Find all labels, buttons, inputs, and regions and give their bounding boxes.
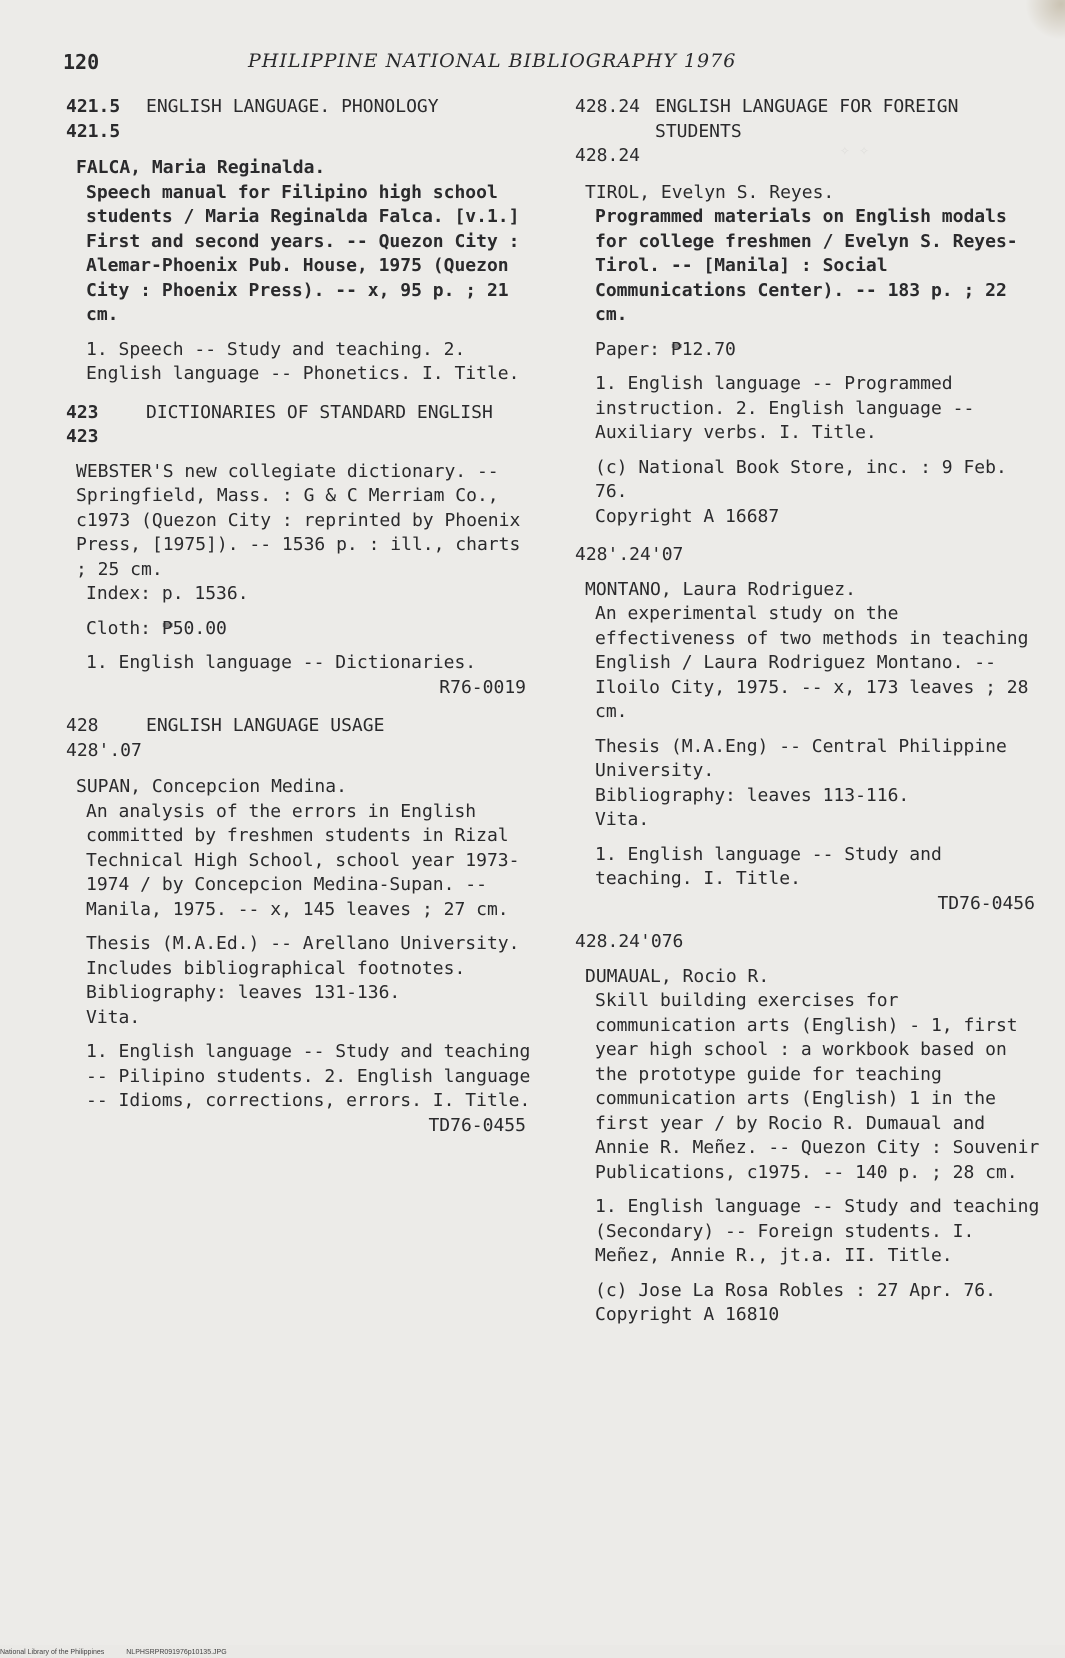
page-corner-stain [1025,0,1065,40]
entry-price: Paper: ₱12.70 [595,338,736,360]
entry-heading: SUPAN, Concepcion Medina. [76,776,347,797]
entry-bibliography: Bibliography: leaves 131-136. [86,982,401,1003]
class-number: 428.24'076 [575,931,684,952]
class-number: 428.24 [575,96,641,117]
bib-entry-dumaual [575,965,1045,1328]
control-number: R76-0019 [439,676,526,698]
entry-description: WEBSTER'S new collegiate dictionary. -- Springfield, Mass. : G & C Merriam Co., c1973 (Quezon City : reprinted by Phoenix Press, [1975]). -- 1536 p. : ill., charts ; 25 cm. [76,460,521,580]
entry-subjects: 1. English language -- Programmed instruction. 2. English language -- Auxiliary verbs. I. Title. [595,373,975,443]
entry-description: Skill building exercises for communication arts (English) - 1, first year high school : a workbook based on the prototype guide for teaching communication arts (English) 1 in the first year / by Rocio R. Dumaual and Annie R. Meñez. -- Quezon City : Souvenir Publications, c1975. -- 140 p. ; 28 cm. [595,990,1040,1183]
entry-copyright: Copyright A 16810 [595,1304,780,1325]
class-subnumber: 421.5 [66,120,121,142]
bib-entry-tirol [575,181,1045,530]
entry-copyright-holder: (c) Jose La Rosa Robles : 27 Apr. 76. [595,1279,996,1301]
entry-description: Speech manual for Filipino high school students / Maria Reginalda Falca. [v.1.] First and second years. -- Quezon City : Alemar-Phoenix Pub. House, 1975 (Quezon City : Phoenix Press). -- x, 95 p. ; 21 cm. [86,181,520,325]
class-subnumber: 423 [66,426,99,447]
entry-subjects: 1. English language -- Dictionaries. [86,652,477,673]
entry-description: Programmed materials on English modals for college freshmen / Evelyn S. Reyes-Tirol. -- [Manila] : Social Communications Center). -- 183 p. ; 22 cm. [595,206,1018,325]
running-title: PHILIPPINE NATIONAL BIBLIOGRAPHY 1976 [248,50,737,72]
class-number: 428'.24'07 [575,544,684,565]
scan-footer [0,1649,1065,1656]
bib-entry-webster [66,460,536,701]
entry-vita: Vita. [86,1006,141,1028]
section-heading [575,930,1045,955]
entry-bibliography: Bibliography: leaves 113-116. [595,784,910,806]
entry-copyright: Copyright A 16687 [595,505,780,527]
entry-subjects: 1. English language -- Study and teaching. I. Title. [595,843,942,889]
section-title: ENGLISH LANGUAGE FOR FOREIGN STUDENTS [655,96,959,142]
entry-heading: MONTANO, Laura Rodriguez. [585,578,856,600]
class-number: 428 [66,715,99,736]
entry-heading: FALCA, Maria Reginalda. [76,157,326,178]
right-column [575,95,1045,1328]
entry-thesis-note: Thesis (M.A.Eng) -- Central Philippine University. [595,735,1007,781]
control-number: TD76-0455 [428,1114,526,1136]
entry-index: Index: p. 1536. [86,583,249,604]
entry-subjects: 1. Speech -- Study and teaching. 2. English language -- Phonetics. I. Title. [86,338,520,384]
class-subnumber: 428'.07 [66,739,142,761]
section-title: ENGLISH LANGUAGE. PHONOLOGY [146,96,439,117]
entry-description: An experimental study on the effectiveness of two methods in teaching English / Laura Rodriguez Montano. -- Iloilo City, 1975. -- x, 173 leaves ; 28 cm. [595,603,1029,722]
entry-heading: TIROL, Evelyn S. Reyes. [585,181,835,203]
entry-copyright-holder: (c) National Book Store, inc. : 9 Feb. 76. [595,456,1007,502]
entry-subjects: 1. English language -- Study and teaching (Secondary) -- Foreign students. I. Meñez, Annie R., jt.a. II. Title. [595,1196,1040,1266]
section-heading [575,543,1045,568]
class-number: 421.5 [66,96,121,117]
bleedthrough: ✧ ✧ [840,142,869,160]
entry-thesis-note: Thesis (M.A.Ed.) -- Arellano University. [86,933,520,954]
left-column [66,95,536,1138]
section-title: DICTIONARIES OF STANDARD ENGLISH [146,401,493,423]
entry-description: An analysis of the errors in English committed by freshmen students in Rizal Technical High School, school year 1973-1974 / by Concepcion Medina-Supan. -- Manila, 1975. -- x, 145 leaves ; 27 cm. [86,800,520,920]
entry-price: Cloth: ₱50.00 [86,617,227,639]
section-heading [575,95,1045,169]
bib-entry-falca [66,156,536,387]
section-heading [66,401,536,450]
file-name: NLPHSRPR091976p10135.JPG [126,1649,227,1656]
bib-entry-montano [575,578,1045,917]
page-number: 120 [63,50,100,74]
section-title: ENGLISH LANGUAGE USAGE [146,715,385,736]
entry-heading: DUMAUAL, Rocio R. [585,965,770,987]
class-subnumber: 428.24 [575,145,641,166]
bib-entry-supan [66,775,536,1138]
entry-subjects: 1. English language -- Study and teaching -- Pilipino students. 2. English language -- Idioms, corrections, errors. I. Title. [86,1041,531,1111]
section-heading [66,714,536,763]
class-number: 423 [66,401,99,423]
control-number: TD76-0456 [937,892,1035,914]
library-credit: National Library of the Philippines [0,1649,105,1656]
section-heading [66,95,536,144]
entry-footnotes: Includes bibliographical footnotes. [86,957,466,979]
entry-vita: Vita. [595,809,650,830]
